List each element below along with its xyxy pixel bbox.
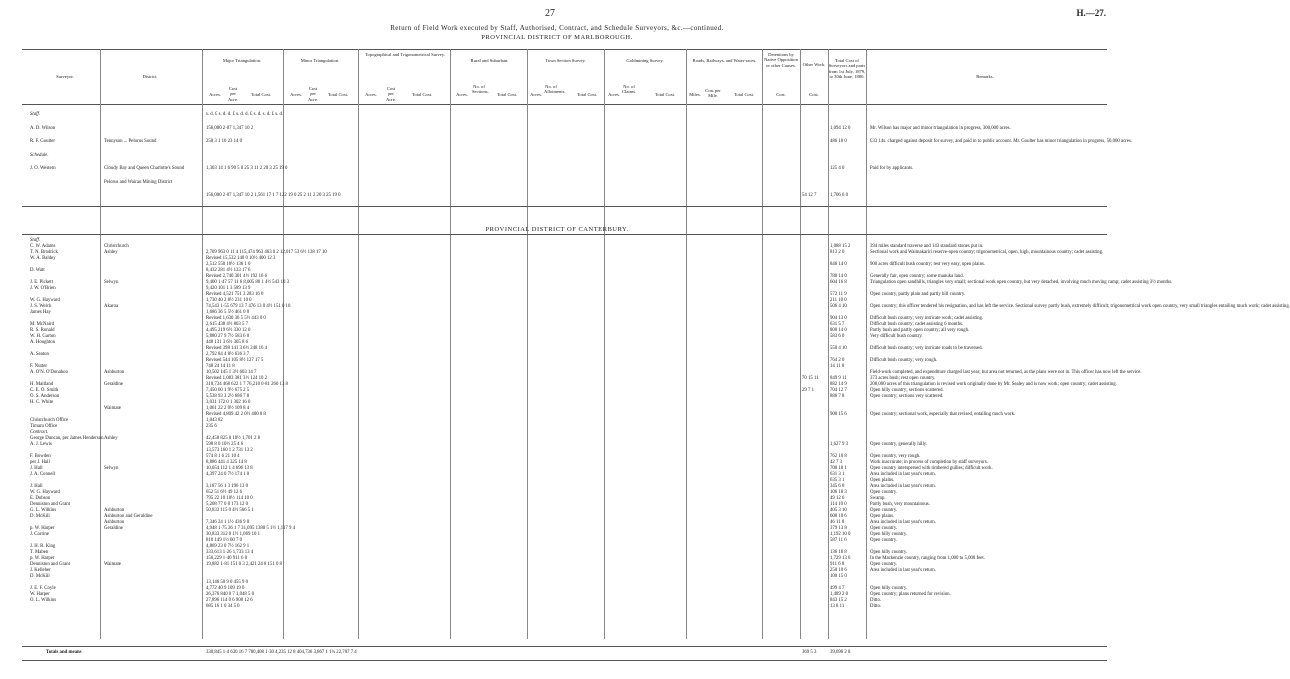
row-values: 26,376 840 0 7 1,048 5 0	[206, 592, 254, 597]
row-values: 5,880 27 9 7½ 583 6 0	[206, 334, 250, 339]
subheader-total-cost: Total Cost.	[654, 92, 676, 97]
totals-other: 369 5 3	[802, 650, 817, 655]
surveyor-name: C. W. Adams	[30, 244, 56, 249]
district-name: Selwyn	[104, 280, 119, 285]
remark: Open country, generally hilly.	[870, 442, 928, 447]
remark: Open country.	[870, 538, 898, 543]
page-number: 27	[545, 8, 555, 19]
row-values: 4,948 1·75 36 1 7 31,095 1380 5 1½ 1,117 9 4	[206, 526, 295, 531]
subheader-cost: Cost.	[776, 92, 786, 97]
row-values: 1,730 40 2 8½ 231 10 0	[206, 298, 252, 303]
district-name: Pelorus and Wairau Mining District	[104, 179, 173, 185]
total-cost: 49 12 6	[830, 496, 845, 501]
total-cost: 604 16 8	[830, 280, 847, 285]
surveyor-name: p. W. Harper	[30, 526, 55, 531]
other-work-cost: 70 15 11	[802, 376, 819, 381]
total-cost: 1,094 12 0	[830, 125, 851, 131]
column-divider	[100, 49, 101, 639]
district-name: Geraldine	[104, 526, 123, 531]
district-name: Akaroa	[104, 304, 119, 309]
remark: Difficult bush country; very intricate work; cadet assisting.	[870, 316, 984, 321]
total-cost: 631 3 1	[830, 472, 845, 477]
total-cost: 250 10 6	[830, 568, 847, 573]
header-district: District.	[142, 74, 158, 79]
header-detentions: Detentions by Native Opposition or other Causes.	[764, 52, 798, 68]
column-divider	[202, 49, 203, 639]
surveyor-name: G. L. Wilkins	[30, 508, 57, 513]
surveyor-name: A. Seaton	[30, 352, 49, 357]
total-cost: 106 18 3	[830, 490, 847, 495]
column-divider	[686, 49, 687, 639]
row-values: 235 6	[206, 424, 217, 429]
row-values: 74,543 1·55 679 13 7 476 13 0 4½ 151 0 10	[206, 304, 291, 309]
total-cost: 704 12 7	[830, 388, 847, 393]
row-values: 30,833 312 0 1½ 1,069 10 1	[206, 532, 260, 537]
total-cost: 499 4 7	[830, 586, 845, 591]
total-cost: 572 11 9	[830, 292, 847, 297]
row-values: 13,573 160 1 2 731 13 2	[206, 448, 253, 453]
header-roads: Roads, Railways, and Water-races.	[692, 58, 757, 63]
surveyor-name: per J. Hall	[30, 460, 50, 465]
section-rule	[22, 234, 1107, 235]
subheader-total-cost: Total Cost.	[496, 92, 518, 97]
header-town-section: Town Section Survey.	[545, 58, 586, 63]
total-cost: 1,088 15 2	[830, 244, 851, 249]
surveyor-name: p. W. Harper	[30, 556, 55, 561]
subheader-total-cost: Total Cost.	[250, 92, 272, 97]
remark: Mr. Wilson has major and minor triangulation in progress, 300,000 acres.	[870, 125, 1011, 131]
remark: Open hilly country.	[870, 550, 908, 555]
remark: 900 acres difficult bush country; rest very easy, open plains.	[870, 262, 986, 267]
remark: 208,000 acres of this triangulation is revised work originally done by Mr. Sealey and is now work; open country; cadet assisting.	[870, 382, 1117, 387]
row-values: 2,792 84 4 8½ 636 3 7	[206, 352, 250, 357]
remark: Open country, very rough.	[870, 454, 921, 459]
remark: Open country.	[870, 508, 898, 513]
subheader-cost-per-acre: Cost per Acre.	[385, 86, 397, 102]
row-values: Revised 4,521 751 3 283 16 0	[206, 292, 264, 297]
surveyor-name: W. G. Hayward	[30, 298, 60, 303]
row-values: 9,420 101 1 3 589 13 9	[206, 286, 251, 291]
total-cost: 882 14 9	[830, 382, 847, 387]
row-values: 5,208 77 0 8 173 12 0	[206, 502, 248, 507]
district-name: Ashburton	[104, 370, 125, 375]
section-heading-marlborough: PROVINCIAL DISTRICT OF MARLBOROUGH.	[481, 34, 633, 41]
subheader-acres: Acres.	[530, 92, 542, 97]
surveyor-name: A. O'N. O'Donahoo	[30, 370, 68, 375]
remark: Open country.	[870, 490, 898, 495]
row-values: 7,346 24 1 1½ 436 9 0	[206, 520, 250, 525]
row-values: Revised 1,083 381 3½ 124 10 2	[206, 376, 268, 381]
row-values: 574 8 1 6 21 10 4	[206, 454, 240, 459]
row-values: 5,538 93 3 2½ 686 7 8	[206, 394, 250, 399]
total-cost: 379 13 8	[830, 526, 847, 531]
surveyor-name: J. O. Western	[30, 166, 56, 171]
remark: Ditto.	[870, 604, 882, 609]
row-values: 2,512 550 10½ 136 1 0	[206, 262, 251, 267]
total-cost: 904 13 0	[830, 316, 847, 321]
surveyor-name: Staff.	[30, 238, 40, 243]
header-surveyor: Surveyor.	[56, 74, 74, 79]
row-values: 9,400 1·47 57 11 6 8,005 80 1 4½ 543 10 3	[206, 280, 289, 285]
section-heading-canterbury: PROVINCIAL DISTRICT OF CANTERBURY.	[485, 226, 629, 233]
surveyor-name: Denniston and Grant	[30, 562, 70, 567]
surveyor-name: C. E. O. Smith	[30, 388, 59, 393]
surveyor-name: F. Bowden	[30, 454, 51, 459]
total-cost: 1,729 13 6	[830, 556, 851, 561]
header-major-triangulation: Major Triangulation.	[222, 58, 262, 63]
row-values: Revised 2,740 301 4½ 192 16 6	[206, 274, 268, 279]
district-name: Waimate	[104, 406, 121, 411]
surveyor-name: James Hay	[30, 310, 51, 315]
surveyor-name: F. Nutter	[30, 364, 47, 369]
row-values: 598 8 0 10½ 25 4 6	[206, 442, 244, 447]
remark: Partly bush, very mountainous.	[870, 502, 930, 507]
row-values: 13,146 50 9 0 455 9 0	[206, 580, 248, 585]
remark: Open country; sectional work, especially that revised, entailing much work.	[870, 412, 1016, 417]
column-divider	[604, 49, 605, 639]
total-cost: 1,627 9 3	[830, 442, 848, 447]
remark: Open plains.	[870, 514, 895, 519]
row-values: 748 24 14 11 8	[206, 364, 235, 369]
row-values: Revised 15,532 140 0 10½ 400 12 3	[206, 256, 276, 261]
total-cost: 345 6 8	[830, 484, 845, 489]
column-divider	[450, 49, 451, 639]
surveyor-name: Denniston and Grant	[30, 502, 70, 507]
district-name: Ashley	[104, 436, 118, 441]
surveyor-name: A. J. Lewis	[30, 442, 52, 447]
remark: Area included in last year's return.	[870, 484, 936, 489]
column-divider	[828, 49, 829, 639]
remark: Open hilly country; sections scattered.	[870, 388, 944, 393]
other-work-cost: 54 12 7	[802, 193, 817, 198]
remark: Area included in last year's return.	[870, 568, 936, 573]
row-values: 8,432 281 4½ 133 17 6	[206, 268, 251, 273]
subheader-cost-per-mile: Cost per Mile.	[705, 88, 721, 99]
total-cost: 100 15 0	[830, 574, 847, 579]
surveyor-name: D. McKill	[30, 574, 50, 579]
surveyor-name: W. A. Baldey	[30, 256, 56, 261]
surveyor-name: J. W. O'Brien	[30, 286, 56, 291]
district-name: Cloudy Bay and Queen Charlotte's Sound	[104, 166, 185, 171]
row-values: 1,303 14 1 6 90 5 0 25 3 11 2 20 3 25 19 0	[206, 166, 288, 171]
total-cost: 583 6 0	[830, 334, 845, 339]
remark: Paid for by applicants.	[870, 166, 914, 171]
row-values: Revised 398 141 3 6½ 248 16 4	[206, 346, 268, 351]
subtotal-rule	[22, 206, 1107, 207]
subheader-acres: Acres.	[290, 92, 302, 97]
remark: Triangulation open sandhills, triangles very small; sectional work open country, but very detached, involving much moving camp; cadet assisting 3½ months.	[870, 280, 1173, 285]
total-cost: 762 10 8	[830, 454, 847, 459]
column-divider	[762, 49, 763, 639]
row-values: 318,734 468 622 1 7 76,210 0·81 260 13 8	[206, 382, 288, 387]
row-values: 156,229 1·40 911 6 8	[206, 556, 247, 561]
row-values: 333,613 1·26 1,733 13 4	[206, 550, 254, 555]
remark: Open country.	[870, 562, 898, 567]
district-name: Selwyn	[104, 466, 119, 471]
remark: £33 14s. charged against deposit for survey, and paid in to public account. Mr. Goulter has minor triangulation in progress, 50,000 acres.	[870, 139, 1133, 144]
total-cost: 708 18 1	[830, 466, 847, 471]
remark: 373 acres bush; rest open country.	[870, 376, 936, 381]
district-name: Geraldine	[104, 382, 123, 387]
row-values: s. d. £ s. d. d. £ s. d. d. £ s. d. s. d. £ s. d.	[206, 112, 284, 117]
total-cost: 911 6 8	[830, 562, 845, 567]
totals-rule	[22, 646, 1107, 647]
surveyor-name: D. McKill	[30, 514, 50, 519]
subheader-acres: Acres.	[608, 92, 620, 97]
header-top-rule	[22, 49, 1107, 50]
subheader-total-cost: Total Cost.	[411, 92, 433, 97]
total-cost: 506 4 10	[830, 304, 847, 309]
district-name: Tennyson ... Pelorus Sound	[104, 139, 157, 144]
row-values: 10,502 145 1 3½ 603 14 7	[206, 370, 257, 375]
row-values: 1,686 36 5 5½ 461 0 0	[206, 310, 250, 315]
remark: Very difficult bush country.	[870, 334, 923, 339]
surveyor-name: J. E. F. Coyle	[30, 586, 56, 591]
district-name: Ashburton and Geraldine	[104, 514, 153, 519]
remark: 394 miles standard traverse and 143 standard stones put in.	[870, 244, 984, 249]
row-values: 448 131 3 6½ 305 8 6	[206, 340, 248, 345]
district-name: Christchurch	[104, 244, 129, 249]
header-rural-suburban: Rural and Suburban.	[470, 58, 509, 63]
subheader-allotments: No. of Allotments.	[544, 84, 566, 95]
surveyor-name: T. Maben	[30, 550, 49, 555]
remark: Open country; plans returned for revision.	[870, 592, 951, 597]
remark: Ditto.	[870, 598, 882, 603]
remark: Work inaccurate; in process of completion by staff surveyors.	[870, 460, 988, 465]
row-values: 685 16 1 0 34 5 0	[206, 604, 240, 609]
column-divider	[358, 49, 359, 639]
remark: Area included in last year's return.	[870, 520, 936, 525]
surveyor-name: W. H. Garton	[30, 334, 56, 339]
row-values: 8,886 441 4 325 14 8	[206, 460, 247, 465]
row-values: 4,495 219 6½ 330 12 0	[206, 328, 251, 333]
total-cost: 846 14 0	[830, 262, 847, 267]
surveyor-name: E. Dobson	[30, 496, 51, 501]
remark: Difficult bush country; very intricate roads to be traversed.	[870, 346, 983, 351]
remark: Field-work completed, and expenditure charged last year; but area not returned, as the plans were not in. This officer has now left the service.	[870, 370, 1142, 375]
total-cost: 843 15 2	[830, 598, 847, 603]
surveyor-name: J. E. Pickett	[30, 280, 53, 285]
totals-values: 330,845 1·4 630 16 7 780,408 1·30 4,235 12 8 404,736 3,867 1 1¼ 22,707 7 4	[206, 650, 357, 655]
surveyor-name: R. F. Goulter	[30, 139, 55, 144]
total-cost: 136 18 8	[830, 550, 847, 555]
remark: Difficult bush country; very rough.	[870, 358, 938, 363]
surveyor-name: W. G. Hayward	[30, 490, 60, 495]
total-cost: 14 11 8	[830, 364, 845, 369]
surveyor-name: H. C. White	[30, 400, 54, 405]
total-cost: 800 14 0	[830, 328, 847, 333]
surveyor-name: J. H. R. King	[30, 544, 56, 549]
row-values: 19,882 1·81 151 0 3 2,421 24 8 151 0 8	[206, 562, 282, 567]
total-cost: 1,489 2 0	[830, 592, 848, 597]
column-divider	[800, 49, 801, 639]
surveyor-name: J. Hall	[30, 466, 43, 471]
row-values: 10,654 112 1 4 696 13 8	[206, 466, 253, 471]
row-values: 795 22 10 10½ 114 10 0	[206, 496, 253, 501]
total-cost: 849 9 11	[830, 376, 847, 381]
subheader-total-cost: Total Cost.	[576, 92, 598, 97]
total-cost: 631 5 7	[830, 322, 845, 327]
subheader-sections: No. of Sections.	[472, 84, 489, 95]
remark: Partly bush and partly open country; all very rough.	[870, 328, 970, 333]
surveyor-name: D. Watt	[30, 268, 45, 273]
remark: Area included in last year's return.	[870, 472, 936, 477]
surveyor-name: H. Maitland	[30, 382, 54, 387]
column-divider	[283, 49, 284, 639]
total-cost: 405 3 10	[830, 508, 847, 513]
total-cost: 908 15 6	[830, 412, 847, 417]
row-values: 3,187 56 1 3 196 13 0	[206, 484, 248, 489]
remark: Open country; sections very scattered.	[870, 394, 944, 399]
surveyor-name: J. A. Connell	[30, 472, 56, 477]
row-values: Revised 4,809 42 2 0½ 400 8 8	[206, 412, 266, 417]
row-values: 258 3 1 10 23 14 0	[206, 139, 242, 144]
subheader-claims: No. of Claims.	[622, 84, 637, 95]
surveyor-name: J. Hall	[30, 484, 43, 489]
district-name: Waimate	[104, 562, 121, 567]
header-total-cost: Total Cost of Surveyors and parts from 1st July, 1879, to 30th June, 1880.	[828, 58, 866, 80]
header-remarks: Remarks.	[976, 74, 994, 79]
surveyor-name: Christchurch Office	[30, 418, 69, 423]
subheader-acres: Acres.	[365, 92, 377, 97]
surveyor-name: M. McNaird	[30, 322, 54, 327]
total-cost: 1,192 10 0	[830, 532, 851, 537]
surveyor-name: R. S. Ronald	[30, 328, 55, 333]
row-values: 3,031 172 0 1 302 16 0	[206, 400, 251, 405]
row-values: 50,833 115 0 4½ 566 5 1	[206, 508, 254, 513]
total-cost: 211 10 0	[830, 298, 847, 303]
remark: Swamp.	[870, 496, 886, 501]
surveyor-name: Schedule.	[30, 152, 49, 158]
other-work-cost: 29 7 1	[802, 388, 814, 393]
row-values: 4,869 23 0 7½ 162 9 1	[206, 544, 250, 549]
subheader-cost: Cost.	[809, 92, 819, 97]
surveyor-name: Timaru Office	[30, 424, 58, 429]
subheader-miles: Miles.	[689, 92, 701, 97]
total-cost: 114 10 0	[830, 502, 847, 507]
remark: Open country, partly plain and partly hill country.	[870, 292, 966, 297]
surveyor-name: J. S. Welch	[30, 304, 52, 309]
total-cost: 635 3 1	[830, 478, 845, 483]
total-cost: 486 10 0	[830, 139, 847, 144]
total-cost: 46 11 8	[830, 520, 845, 525]
document-title: Return of Field Work executed by Staff, Authorised, Contract, and Schedule Surveyors, &c.—continued.	[390, 24, 724, 32]
surveyor-name: O. L. Wilkins	[30, 598, 57, 603]
remark: In the Mackenzie country, ranging from 1,000 to 5,000 feet.	[870, 556, 985, 561]
total-cost: 13 8 11	[830, 604, 845, 609]
row-values: Revised 1,630 36 5 5½ 443 0 0	[206, 316, 266, 321]
row-values: 156,000 2·07 1,347 10 2 1,561 17 1 7 122 19 0 25 2 11 2 20 3 25 19 0	[206, 193, 341, 198]
total-cost: 125 4 0	[830, 166, 845, 171]
subheader-total-cost: Total Cost.	[327, 92, 349, 97]
district-name: Ashburton	[104, 508, 125, 513]
remark: Open hilly country.	[870, 586, 908, 591]
row-values: 156,000 2·07 1,347 10 2	[206, 125, 254, 131]
row-values: 810 149 1½ 60 7 0	[206, 538, 242, 543]
remark: Open country; this officer tendered his resignation, and has left the service. Sectional survey partly bush, extremely difficult; trigonometrical work open country, very small triangles entailing much work; cadet assisting.	[870, 304, 1290, 309]
total-cost: 1,706 6 0	[830, 193, 848, 198]
subheader-total-cost: Total Cost.	[733, 92, 755, 97]
subheader-acres: Acres.	[209, 92, 221, 97]
surveyor-name: George Duncan, per James Henderson	[30, 436, 104, 441]
totals-cost: 39,696 2 8	[830, 650, 851, 655]
remark: Open hilly country.	[870, 532, 908, 537]
surveyor-name: W. Harper	[30, 592, 50, 597]
row-values: 7,450 60 1 9½ 675 2 5	[206, 388, 250, 393]
total-cost: 608 10 6	[830, 514, 847, 519]
totals-label: Totals and means	[46, 650, 82, 655]
district-name: Ashley	[104, 250, 118, 255]
subheader-cost-per-acre: Cost per Acre.	[307, 86, 319, 102]
surveyor-name: J. Kelleher	[30, 568, 51, 573]
page-reference: H.—27.	[1076, 8, 1106, 18]
district-name: Ashburton	[104, 520, 125, 525]
total-cost: 587 11 6	[830, 538, 847, 543]
remark: Open country interspersed with timbered gullies; difficult work.	[870, 466, 993, 471]
remark: Open country.	[870, 526, 898, 531]
header-bottom-rule	[22, 104, 1107, 105]
header-other-work: Other Work.	[802, 62, 826, 67]
total-cost: 764 2 0	[830, 358, 845, 363]
total-cost: 780 14 0	[830, 274, 847, 279]
row-values: 652 51 6½ 49 12 6	[206, 490, 242, 495]
row-values: 27,896 114 0 6 908 12 6	[206, 598, 253, 603]
row-values: 2,709 963 0 11 4 115,474 963 463 0 2 12,017 53 6½ 138 17 10	[206, 250, 327, 255]
row-values: 1,043 82	[206, 418, 223, 423]
remark: Difficult bush country; cadet assisting 6 months.	[870, 322, 964, 327]
subheader-cost-per-acre: Cost per Acre.	[227, 86, 239, 102]
subheader-acres: Acres.	[456, 92, 468, 97]
column-divider	[527, 49, 528, 639]
remark: Sectional work and Waimakariri reserve-open country; trigonometrical, open, high, mountainous country; cadet assisting.	[870, 250, 1104, 255]
total-cost: 886 7 8	[830, 394, 845, 399]
bottom-rule	[22, 660, 1107, 661]
header-goldmining: Goldmining Survey.	[626, 58, 664, 63]
surveyor-name: J. Corrine	[30, 532, 49, 537]
total-cost: 42 7 3	[830, 460, 842, 465]
row-values: 4,397 24 0 7½ 174 1 0	[206, 472, 250, 477]
remark: Generally fair, open country; some manuka land.	[870, 274, 964, 279]
header-topographical: Topographical and Trigonometrical Survey.	[364, 52, 445, 57]
row-values: Revised 544 105 8½ 127 17 5	[206, 358, 264, 363]
column-divider	[866, 49, 867, 639]
header-minor-triangulation: Minor Triangulation.	[300, 58, 340, 63]
row-values: 42,458 825 0 10½ 1,701 2 8	[206, 436, 260, 441]
surveyor-name: Contract.	[30, 430, 49, 435]
row-values: 1,061 22 2 0½ 109 8 4	[206, 406, 250, 411]
surveyor-name: T. N. Brodrick	[30, 250, 58, 255]
surveyor-name: A. D. Wilson	[30, 125, 56, 131]
remark: Open plains.	[870, 478, 895, 483]
surveyor-name: A. Houghton	[30, 340, 56, 345]
total-cost: 550 4 10	[830, 346, 847, 351]
total-cost: 813 2 0	[830, 250, 845, 255]
surveyor-name: Staff.	[30, 112, 40, 117]
row-values: 2,615 438 4½ 803 5 7	[206, 322, 248, 327]
surveyor-name: O. S. Anderson	[30, 394, 60, 399]
row-values: 4,772 40 9 109 19 0	[206, 586, 245, 591]
